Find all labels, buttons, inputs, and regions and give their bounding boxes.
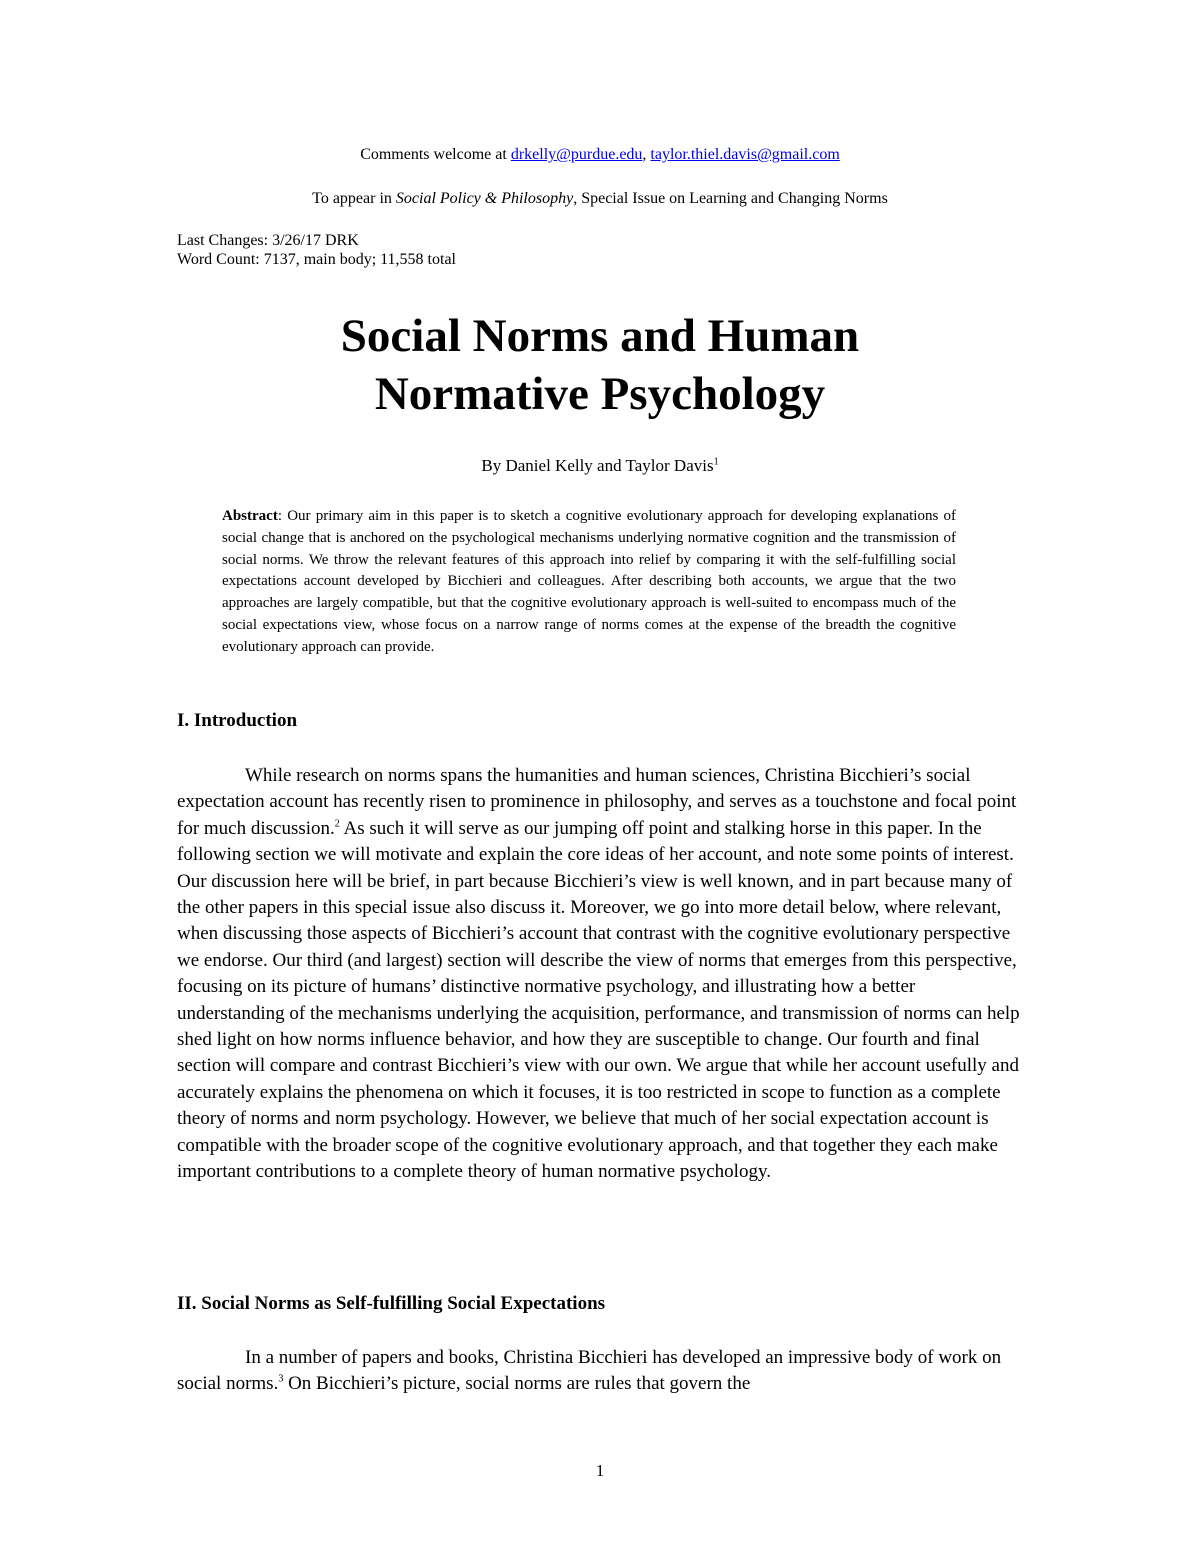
title-line-1: Social Norms and Human bbox=[340, 310, 860, 362]
authors: By Daniel Kelly and Taylor Davis bbox=[481, 456, 714, 475]
paper-title bbox=[0, 307, 1200, 423]
intro-paragraph bbox=[177, 763, 1025, 1186]
footnote-ref-1[interactable]: 1 bbox=[713, 456, 719, 468]
abstract-label: Abstract bbox=[222, 508, 278, 524]
section-2-paragraph bbox=[177, 1345, 1025, 1398]
meta-info bbox=[177, 231, 456, 269]
intro-text-part-2: As such it will serve as our jumping off point and stalking horse in this paper. In the following section we will motivate and explain the core ideas of her account, and note some points of interest. Our discussion here will be brief, in part because Bicchieri’s view is well known, and in part because many of the other papers in this special issue also discuss it. Moreover, we go into more detail below, where relevant, when discussing those aspects of Bicchieri’s account that contrast with the cognitive evolutionary perspective we endorse. Our third (and largest) section will describe the view of norms that emerges from this perspective, focusing on its picture of humans’ distinctive normative psychology, and illustrating how a better understanding of the mechanisms underlying the acquisition, performance, and transmission of norms can help shed light on how norms influence behavior, and how they are susceptible to change. Our fourth and final section will compare and contrast Bicchieri’s view with our own. We argue that while her account usefully and accurately explains the phenomena on which it focuses, it is too restricted in scope to function as a complete theory of norms and norm psychology. However, we believe that much of her social expectation account is compatible with the broader scope of the cognitive evolutionary approach, and that together they each make important contributions to a complete theory of human normative psychology. bbox=[177, 817, 1020, 1183]
title-line-2: Normative Psychology bbox=[374, 368, 826, 420]
comments-line bbox=[0, 145, 1200, 165]
appear-line bbox=[0, 189, 1200, 209]
footnote-ref-3[interactable]: 3 bbox=[278, 1374, 284, 1386]
comments-prefix: Comments welcome at bbox=[360, 146, 511, 163]
email-separator: , bbox=[642, 146, 651, 163]
section-heading-introduction: I. Introduction bbox=[177, 710, 298, 731]
appear-prefix: To appear in bbox=[312, 190, 396, 207]
email-link-kelly[interactable]: drkelly@purdue.edu bbox=[510, 146, 643, 163]
appear-suffix: , Special Issue on Learning and Changing Norms bbox=[573, 190, 888, 207]
page-number: 1 bbox=[595, 1461, 605, 1480]
abstract-text: : Our primary aim in this paper is to sketch a cognitive evolutionary approach for developing explanations of social change that is anchored on the psychological mechanisms underlying normative cognition and the transmission of social norms. We throw the relevant features of this approach into relief by comparing it with the self-fulfilling social expectations account developed by Bicchieri and colleagues. After describing both accounts, we argue that the two approaches are largely compatible, but that the cognitive evolutionary approach is well-suited to encompass much of the social expectations view, whose focus on a narrow range of norms comes at the expense of the breadth the cognitive evolutionary approach can provide. bbox=[222, 508, 956, 655]
footnote-ref-2[interactable]: 2 bbox=[334, 818, 340, 830]
abstract bbox=[222, 506, 956, 659]
byline bbox=[0, 455, 1200, 477]
journal-name: Social Policy & Philosophy bbox=[395, 190, 574, 207]
sec2-text-part-2: On Bicchieri’s picture, social norms are rules that govern the bbox=[283, 1373, 751, 1395]
section-heading-social-norms: II. Social Norms as Self-fulfilling Social Expectations bbox=[177, 1293, 606, 1314]
email-link-davis[interactable]: taylor.thiel.davis@gmail.com bbox=[650, 146, 840, 163]
sec2-text-part-1: In a number of papers and books, Christina Bicchieri has developed an impressive body of work on social norms. bbox=[177, 1347, 1002, 1395]
intro-text-part-1: While research on norms spans the humanities and human sciences, Christina Bicchieri’s social expectation account has recently risen to prominence in philosophy, and serves as a touchstone and focal point for much discussion. bbox=[177, 765, 1017, 839]
word-count: Word Count: 7137, main body; 11,558 total bbox=[177, 251, 456, 268]
last-changes: Last Changes: 3/26/17 DRK bbox=[177, 232, 359, 249]
